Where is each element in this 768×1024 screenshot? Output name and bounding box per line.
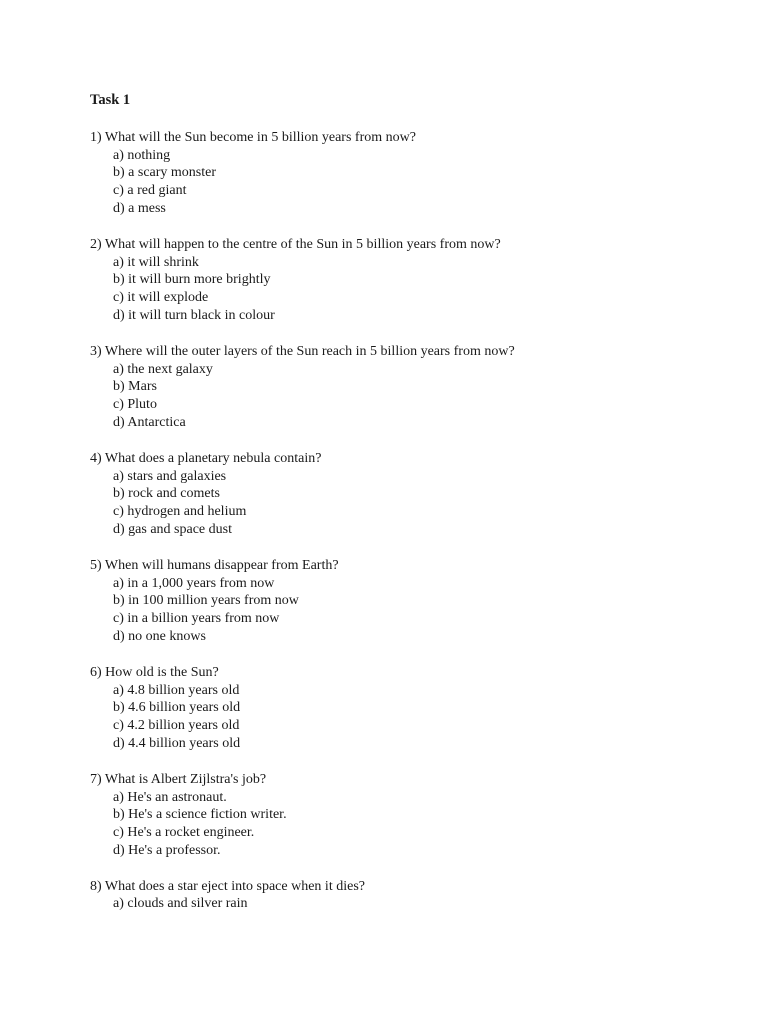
question-8 xyxy=(90,878,730,914)
answer-option: d) it will turn black in colour xyxy=(113,307,275,323)
question-text: 1) What will the Sun become in 5 billion years from now? xyxy=(90,129,416,145)
answer-option: d) He's a professor. xyxy=(113,842,221,858)
question-7 xyxy=(90,771,730,860)
question-text: 3) Where will the outer layers of the Sun reach in 5 billion years from now? xyxy=(90,343,515,359)
answer-option: b) rock and comets xyxy=(113,486,220,502)
answer-option: a) clouds and silver rain xyxy=(113,896,248,912)
question-1 xyxy=(90,129,730,218)
answer-option: a) the next galaxy xyxy=(113,361,213,377)
answer-option: c) He's a rocket engineer. xyxy=(113,825,255,841)
answer-option: a) He's an astronaut. xyxy=(113,789,227,805)
answer-option: d) 4.4 billion years old xyxy=(113,735,241,751)
question-text: 6) How old is the Sun? xyxy=(90,664,219,680)
question-5 xyxy=(90,557,730,646)
answer-option: b) Mars xyxy=(113,379,157,395)
answer-option: d) a mess xyxy=(113,200,166,216)
answer-option: a) nothing xyxy=(113,147,171,163)
answer-option: a) stars and galaxies xyxy=(113,468,227,484)
answer-option: c) Pluto xyxy=(113,397,157,413)
question-text: 2) What will happen to the centre of the Sun in 5 billion years from now? xyxy=(90,236,501,252)
document-page xyxy=(90,92,730,931)
task-title: Task 1 xyxy=(90,92,131,108)
question-2 xyxy=(90,236,730,325)
answer-option: a) it will shrink xyxy=(113,254,199,270)
question-text: 4) What does a planetary nebula contain? xyxy=(90,450,322,466)
question-text: 8) What does a star eject into space when it dies? xyxy=(90,878,365,894)
answer-option: c) hydrogen and helium xyxy=(113,504,247,520)
answer-option: c) in a billion years from now xyxy=(113,611,280,627)
question-3 xyxy=(90,343,730,432)
answer-option: b) it will burn more brightly xyxy=(113,272,271,288)
answer-option: d) gas and space dust xyxy=(113,521,232,537)
answer-option: b) 4.6 billion years old xyxy=(113,700,241,716)
answer-option: a) 4.8 billion years old xyxy=(113,682,240,698)
question-text: 5) When will humans disappear from Earth? xyxy=(90,557,339,573)
answer-option: a) in a 1,000 years from now xyxy=(113,575,275,591)
answer-option: b) He's a science fiction writer. xyxy=(113,807,287,823)
question-6 xyxy=(90,664,730,753)
question-4 xyxy=(90,450,730,539)
answer-option: c) 4.2 billion years old xyxy=(113,718,240,734)
answer-option: d) Antarctica xyxy=(113,414,186,430)
question-text: 7) What is Albert Zijlstra's job? xyxy=(90,771,267,787)
answer-option: b) in 100 million years from now xyxy=(113,593,299,609)
answer-option: b) a scary monster xyxy=(113,165,217,181)
answer-option: c) it will explode xyxy=(113,290,209,306)
answer-option: c) a red giant xyxy=(113,183,187,199)
answer-option: d) no one knows xyxy=(113,628,206,644)
